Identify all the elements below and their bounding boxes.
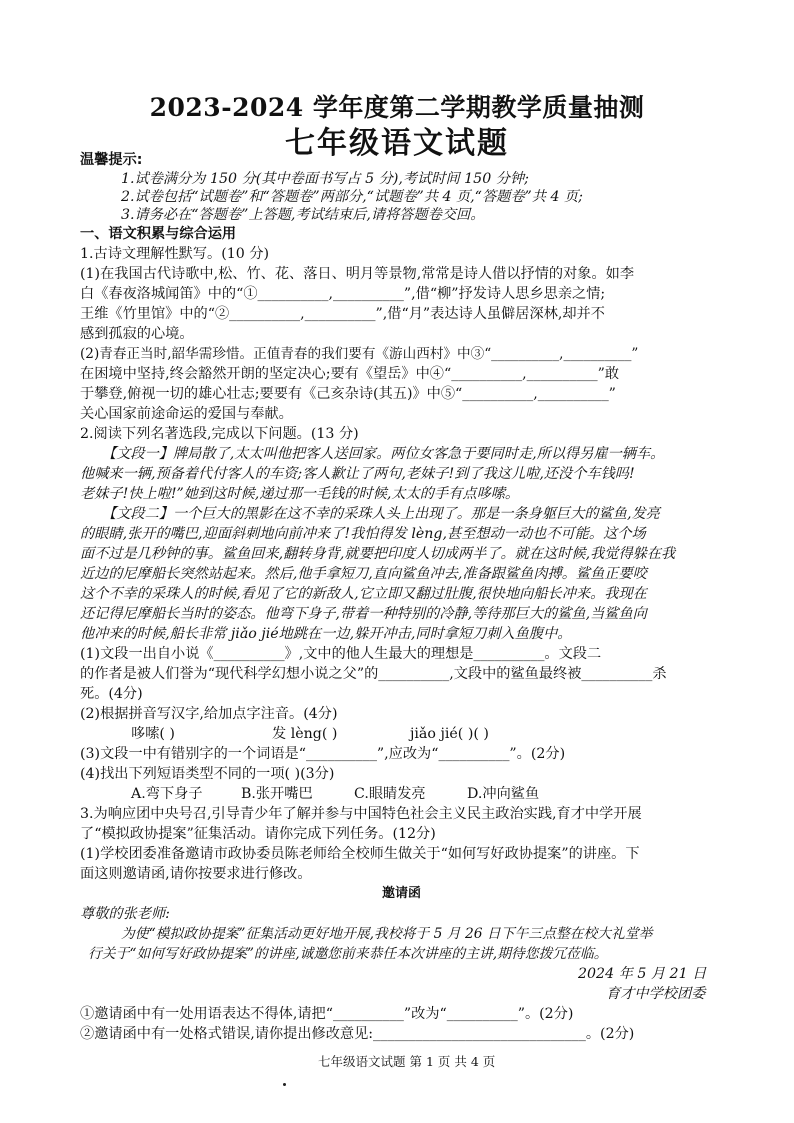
question-line: (1)文段一出自小说《__________》,文中的他人生最大的理想是__________。文段二 — [80, 646, 602, 662]
section-heading: 一、语文积累与综合运用 — [80, 226, 237, 242]
passage-line: 近边的尼摩船长突然站起来。然后,他手拿短刀,直向鲨鱼冲去,准备跟鲨鱼肉搏。鲨鱼正要咬 — [80, 566, 647, 582]
pinyin-item: 发 lèng( ) — [272, 726, 338, 742]
task-line: ①邀请函中有一处用语表达不得体,请把“__________”改为“__________”。(2分) — [80, 1006, 574, 1022]
passage-line: 他冲来的时候,船长非常 jiǎo jié地跳在一边,躲开冲击,同时拿短刀刺入鱼腹中。 — [80, 626, 572, 642]
pinyin-item: jiǎo jié( )( ) — [410, 726, 489, 742]
passage-line: 他喊来一辆,预备着代付客人的车资;客人歉让了两句,老妹子!到了我这儿啦,还没个车钱吗! — [80, 466, 635, 482]
question-line: 的作者是被人们誉为“现代科学幻想小说之父”的__________,文段中的鲨鱼最终被__________杀 — [80, 666, 667, 682]
question-line: 在困境中坚持,终会豁然开朗的坚定决心;要有《望岳》中④“__________,__________”敢 — [80, 366, 620, 382]
tip-item: 3.请务必在“答题卷”上答题,考试结束后,请将答题卷交回。 — [121, 207, 485, 223]
question-line: 于攀登,俯视一切的雄心壮志;要要有《己亥杂诗(其五)》中⑤“__________,__________” — [80, 386, 616, 402]
question-line: 感到孤寂的心境。 — [80, 326, 194, 342]
letter-body-line: 为使“模拟政协提案”征集活动更好地开展,我校将于 5 月 26 日下午三点整在校大礼堂举 — [121, 926, 653, 942]
question-line: 了“模拟政协提案”征集活动。请你完成下列任务。(12分) — [80, 826, 436, 842]
pinyin-item: 哆嗦( ) — [131, 726, 175, 742]
question-line: (1)学校团委准备邀请市政协委员陈老师给全校师生做关于“如何写好政协提案”的讲座。下 — [80, 846, 640, 862]
tip-item: 1.试卷满分为 150 分(其中卷面书写占 5 分),考试时间 150 分钟; — [121, 171, 529, 187]
scan-dot — [283, 1083, 286, 1086]
question-title: 2.阅读下列名著选段,完成以下问题。(13 分) — [80, 426, 359, 442]
passage-line: 面不过是几秒钟的事。鲨鱼回来,翻转身背,就要把印度人切成两半了。就在这时候,我觉得躲在我 — [80, 546, 676, 562]
question-line: 死。(4分) — [80, 686, 143, 702]
question-line: 3.为响应团中央号召,引导青少年了解并参与中国特色社会主义民主政治实践,育才中学开展 — [80, 806, 642, 822]
letter-body-line: 行关于“如何写好政协提案”的讲座,诚邀您前来恭任本次讲座的主讲,期待您拨冗莅临。 — [88, 946, 608, 962]
question-line: 王维《竹里馆》中的“②__________,__________”,借“月”表达诗人虽僻居深林,却并不 — [80, 306, 605, 322]
option-d: D.冲向鲨鱼 — [467, 786, 540, 802]
passage-line: 的眼睛,张开的嘴巴,迎面斜刺地向前冲来了!我怕得发 lèng,甚至想动一动也不可能。这个场 — [80, 526, 646, 542]
exam-subtitle: 七年级语文试题 — [285, 126, 509, 161]
letter-title: 邀请函 — [382, 886, 422, 901]
passage-line: 这个不幸的采珠人的时候,看见了它的新敌人,它立即又翻过肚腹,很快地向船长冲来。我现在 — [80, 586, 647, 602]
passage-line: 还记得尼摩船长当时的姿态。他弯下身子,带着一种特别的冷静,等待那巨大的鲨鱼,当鲨鱼向 — [80, 606, 647, 622]
question-line: 面这则邀请函,请你按要求进行修改。 — [80, 866, 312, 882]
question-line: 关心国家前途命运的爱国与奉献。 — [80, 406, 293, 422]
exam-title: 2023-2024 学年度第二学期教学质量抽测 — [149, 93, 645, 122]
option-a: A.弯下身子 — [131, 786, 203, 802]
letter-date: 2024 年 5 月 21 日 — [578, 966, 707, 982]
question-line: (3)文段一中有错别字的一个词语是“__________”,应改为“__________”。(2分) — [80, 746, 566, 762]
question-title: 1.古诗文理解性默写。(10 分) — [80, 246, 270, 262]
question-line: 白《春夜洛城闻笛》中的“①__________,__________”,借“柳”抒发诗人思乡思亲之情; — [80, 286, 606, 302]
option-b: B.张开嘴巴 — [241, 786, 313, 802]
task-line: ②邀请函中有一处格式错误,请你提出修改意见:______________________________。(2分) — [80, 1026, 635, 1042]
question-line: (2)青春正当时,韶华需珍惜。正值青春的我们要有《游山西村》中③“__________,__________” — [80, 346, 639, 362]
tips-label: 温馨提示: — [80, 152, 143, 168]
question-line: (1)在我国古代诗歌中,松、竹、花、落日、明月等景物,常常是诗人借以抒情的对象。如李 — [80, 266, 635, 282]
passage-line: 【文段二】一个巨大的黑影在这不幸的采珠人头上出现了。那是一条身躯巨大的鲨鱼,发亮 — [102, 506, 660, 522]
question-line: (2)根据拼音写汉字,给加点字注音。(4分) — [80, 706, 338, 722]
tip-item: 2.试卷包括“试题卷”和“答题卷”两部分,“试题卷”共 4 页,“答题卷”共 4 页; — [121, 189, 583, 205]
passage-line: 老妹子!快上啦!”她到这时候,递过那一毛钱的时候,太太的手有点哆嗦。 — [80, 486, 520, 502]
page-footer: 七年级语文试题 第 1 页 共 4 页 — [318, 1054, 496, 1069]
question-line: (4)找出下列短语类型不同的一项( )(3分) — [80, 766, 335, 782]
letter-salutation: 尊敬的张老师: — [80, 906, 170, 922]
option-c: C.眼睛发亮 — [354, 786, 426, 802]
passage-line: 【文段一】牌局散了,太太叫他把客人送回家。两位女客急于要同时走,所以得另雇一辆车。 — [102, 446, 665, 462]
letter-signature: 育才中学校团委 — [606, 986, 706, 1002]
